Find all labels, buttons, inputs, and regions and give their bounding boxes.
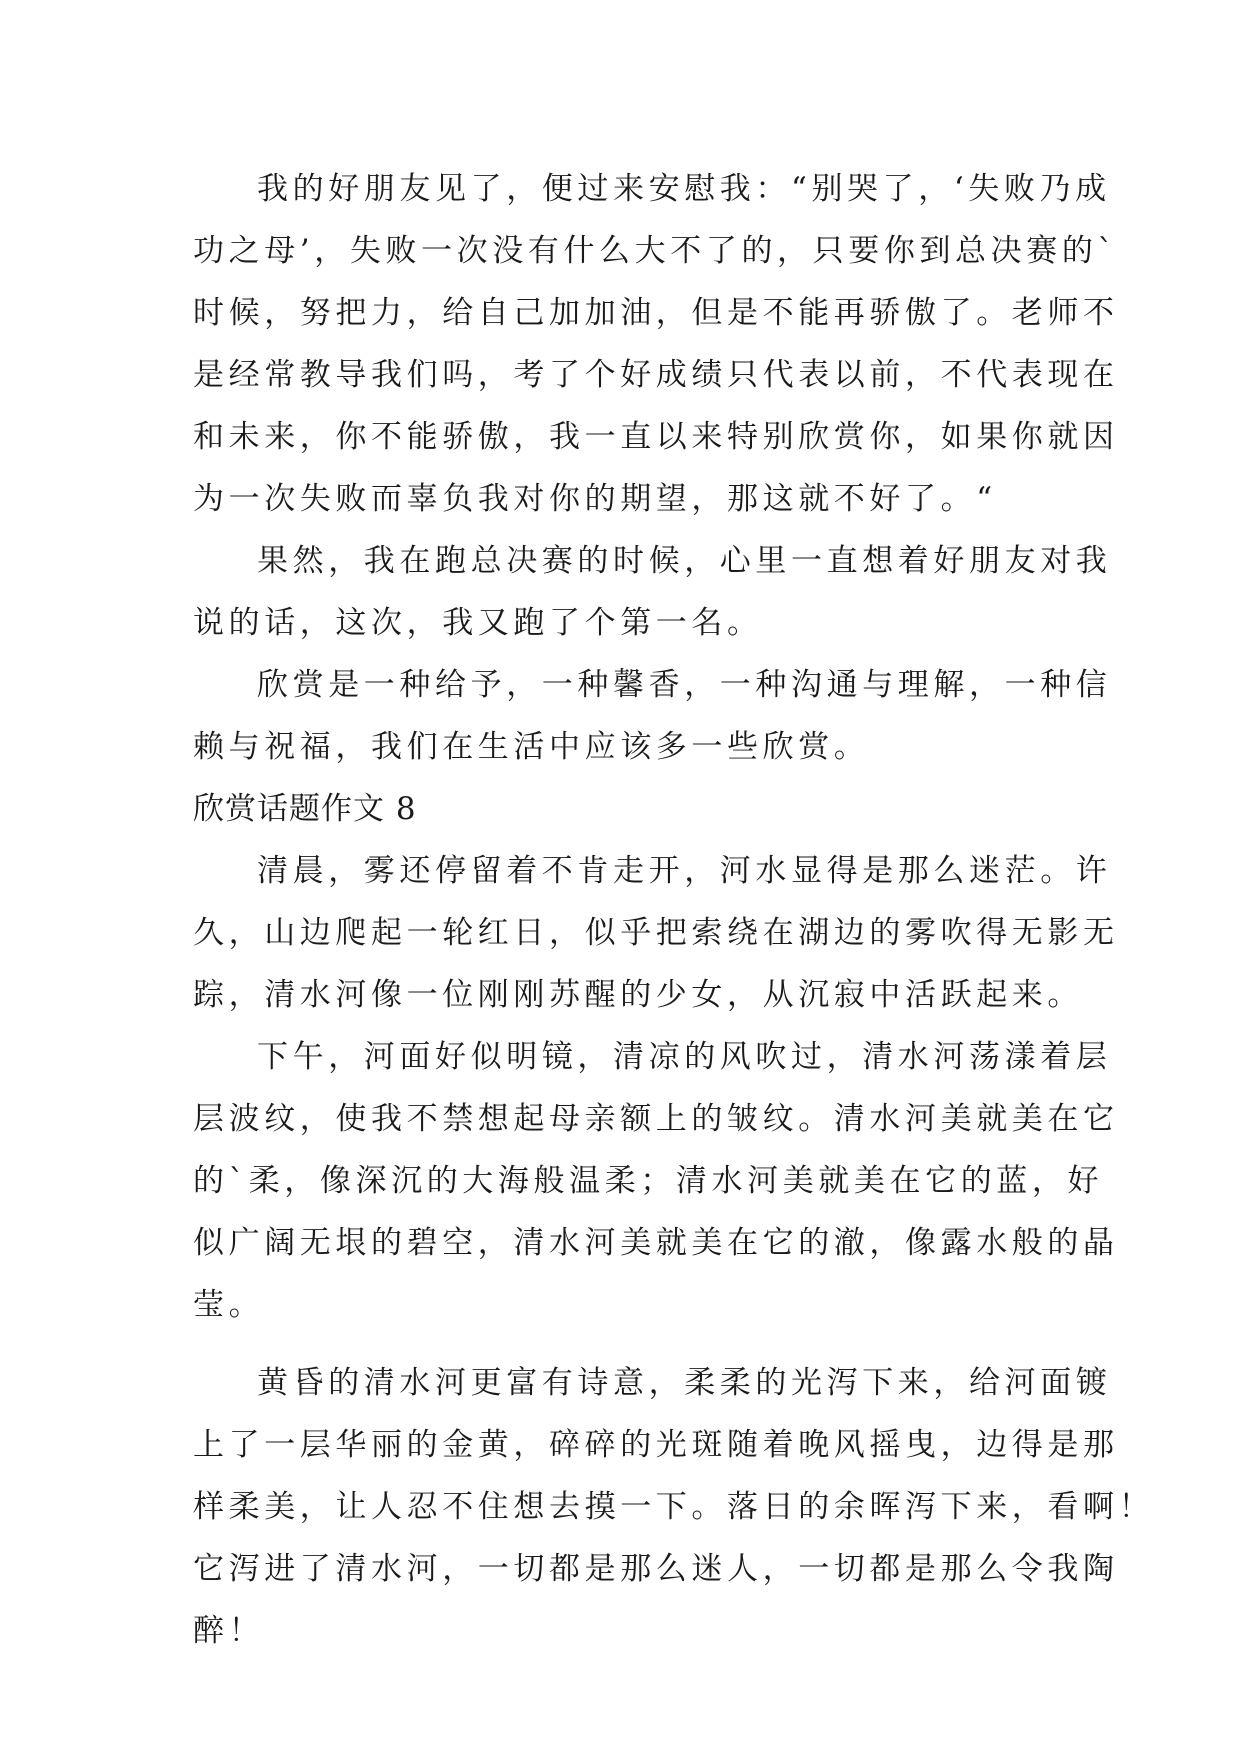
text-line: 莹。 [193, 1287, 265, 1323]
text-line: 时候，努把力，给自己加加油，但是不能再骄傲了。老师不 [193, 295, 1119, 331]
text-line: 清晨，雾还停留着不肯走开，河水显得是那么迷茫。许 [257, 853, 1112, 889]
text-line: 为一次失败而辜负我对你的期望，那这就不好了。“ [193, 481, 997, 517]
text-line: 久，山边爬起一轮红日，似乎把索绕在湖边的雾吹得无影无 [193, 915, 1119, 951]
text-line: 赖与祝福，我们在生活中应该多一些欣赏。 [193, 729, 870, 765]
text-line: 醉！ [193, 1613, 265, 1649]
text-line: 黄昏的清水河更富有诗意，柔柔的光泻下来，给河面镀 [257, 1365, 1112, 1401]
text-line: 下午，河面好似明镜，清凉的风吹过，清水河荡漾着层 [257, 1039, 1112, 1075]
text-line: 功之母’，失败一次没有什么大不了的，只要你到总决赛的` [193, 233, 1118, 269]
text-line: 层波纹，使我不禁想起母亲额上的皱纹。清水河美就美在它 [193, 1101, 1119, 1137]
document-body [193, 158, 1155, 1662]
text-line: 是经常教导我们吗，考了个好成绩只代表以前，不代表现在 [193, 357, 1119, 393]
text-line: 果然，我在跑总决赛的时候，心里一直想着好朋友对我 [257, 543, 1112, 579]
section-heading: 欣赏话题作文 8 [193, 791, 417, 827]
text-line: 上了一层华丽的金黄，碎碎的光斑随着晚风摇曳，边得是那 [193, 1427, 1119, 1463]
text-line: 欣赏是一种给予，一种馨香，一种沟通与理解，一种信 [257, 667, 1112, 703]
text-line: 踪，清水河像一位刚刚苏醒的少女，从沉寂中活跃起来。 [193, 977, 1083, 1013]
text-line: 的`柔，像深沉的大海般温柔；清水河美就美在它的蓝，好 [193, 1163, 1104, 1199]
text-line: 我的好朋友见了，便过来安慰我：“别哭了，‘失败乃成 [257, 171, 1111, 207]
text-line: 似广阔无垠的碧空，清水河美就美在它的澈，像露水般的晶 [193, 1225, 1119, 1261]
text-line: 它泻进了清水河，一切都是那么迷人，一切都是那么令我陶 [193, 1551, 1119, 1587]
text-line: 说的话，这次，我又跑了个第一名。 [193, 605, 763, 641]
text-line: 样柔美，让人忍不住想去摸一下。落日的余晖泻下来，看啊！ [193, 1489, 1155, 1525]
text-line: 和未来，你不能骄傲，我一直以来特别欣赏你，如果你就因 [193, 419, 1119, 455]
